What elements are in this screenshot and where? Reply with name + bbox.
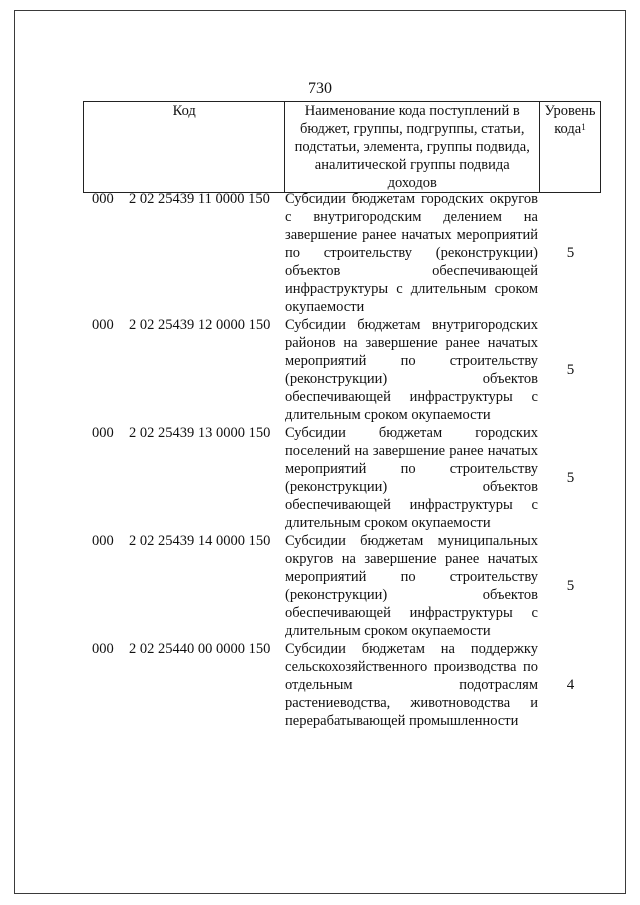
row-code: 2 02 25439 14 0000 150 xyxy=(129,533,271,549)
row-admin-code: 000 xyxy=(92,191,114,207)
header-name xyxy=(285,102,540,193)
header-level xyxy=(539,102,600,193)
table-body xyxy=(83,190,601,730)
row-level: 5 xyxy=(566,470,575,486)
row-level: 5 xyxy=(566,578,575,594)
header-name-label: Наименование кода поступлений в бюджет, группы, подгруппы, статьи, подстатьи, элемента, группы подвида, аналитической группы подвида доходов xyxy=(294,103,530,191)
row-name: Субсидии бюджетам на поддержку сельскохозяйственного производства по отдельным подотраслям растениеводства, животноводства и перерабатывающей промышленности xyxy=(285,641,538,729)
row-name: Субсидии бюджетам муниципальных округов на завершение ранее начатых мероприятий по строительству (реконструкции) объектов обеспечивающей инфраструктуры с длительным сроком окупаемости xyxy=(285,533,538,639)
row-level: 4 xyxy=(566,677,575,693)
row-name: Субсидии бюджетам городских поселений на завершение ранее начатых мероприятий по строительству (реконструкции) объектов обеспечивающей инфраструктуры с длительным сроком окупаемости xyxy=(285,425,538,531)
row-name: Субсидии бюджетам городских округов с внутригородским делением на завершение ранее начатых мероприятий по строительству (реконструкции) объектов обеспечивающей инфраструктуры с длительным сроком окупаемости xyxy=(285,191,538,315)
table-row xyxy=(83,316,601,424)
row-admin-code: 000 xyxy=(92,533,114,549)
row-admin-code: 000 xyxy=(92,317,114,333)
row-code: 2 02 25439 11 0000 150 xyxy=(129,191,270,207)
table-row xyxy=(83,532,601,640)
header-code xyxy=(84,102,285,193)
row-code: 2 02 25440 00 0000 150 xyxy=(129,641,271,657)
row-code: 2 02 25439 13 0000 150 xyxy=(129,425,271,441)
row-name: Субсидии бюджетам внутригородских районов на завершение ранее начатых мероприятий по строительству (реконструкции) объектов обеспечивающей инфраструктуры с длительным сроком окупаемости xyxy=(285,317,538,423)
header-code-label: Код xyxy=(172,103,196,119)
row-admin-code: 000 xyxy=(92,425,114,441)
table-row xyxy=(83,190,601,316)
table-row xyxy=(83,424,601,532)
row-level: 5 xyxy=(566,245,575,261)
table-row xyxy=(83,640,601,730)
table-header xyxy=(83,101,601,193)
row-admin-code: 000 xyxy=(92,641,114,657)
header-level-footnote: 1 xyxy=(581,122,586,132)
row-code: 2 02 25439 12 0000 150 xyxy=(129,317,271,333)
header-level-label: Уровень кода xyxy=(544,103,596,137)
page-number: 730 xyxy=(308,80,332,97)
row-level: 5 xyxy=(566,362,575,378)
